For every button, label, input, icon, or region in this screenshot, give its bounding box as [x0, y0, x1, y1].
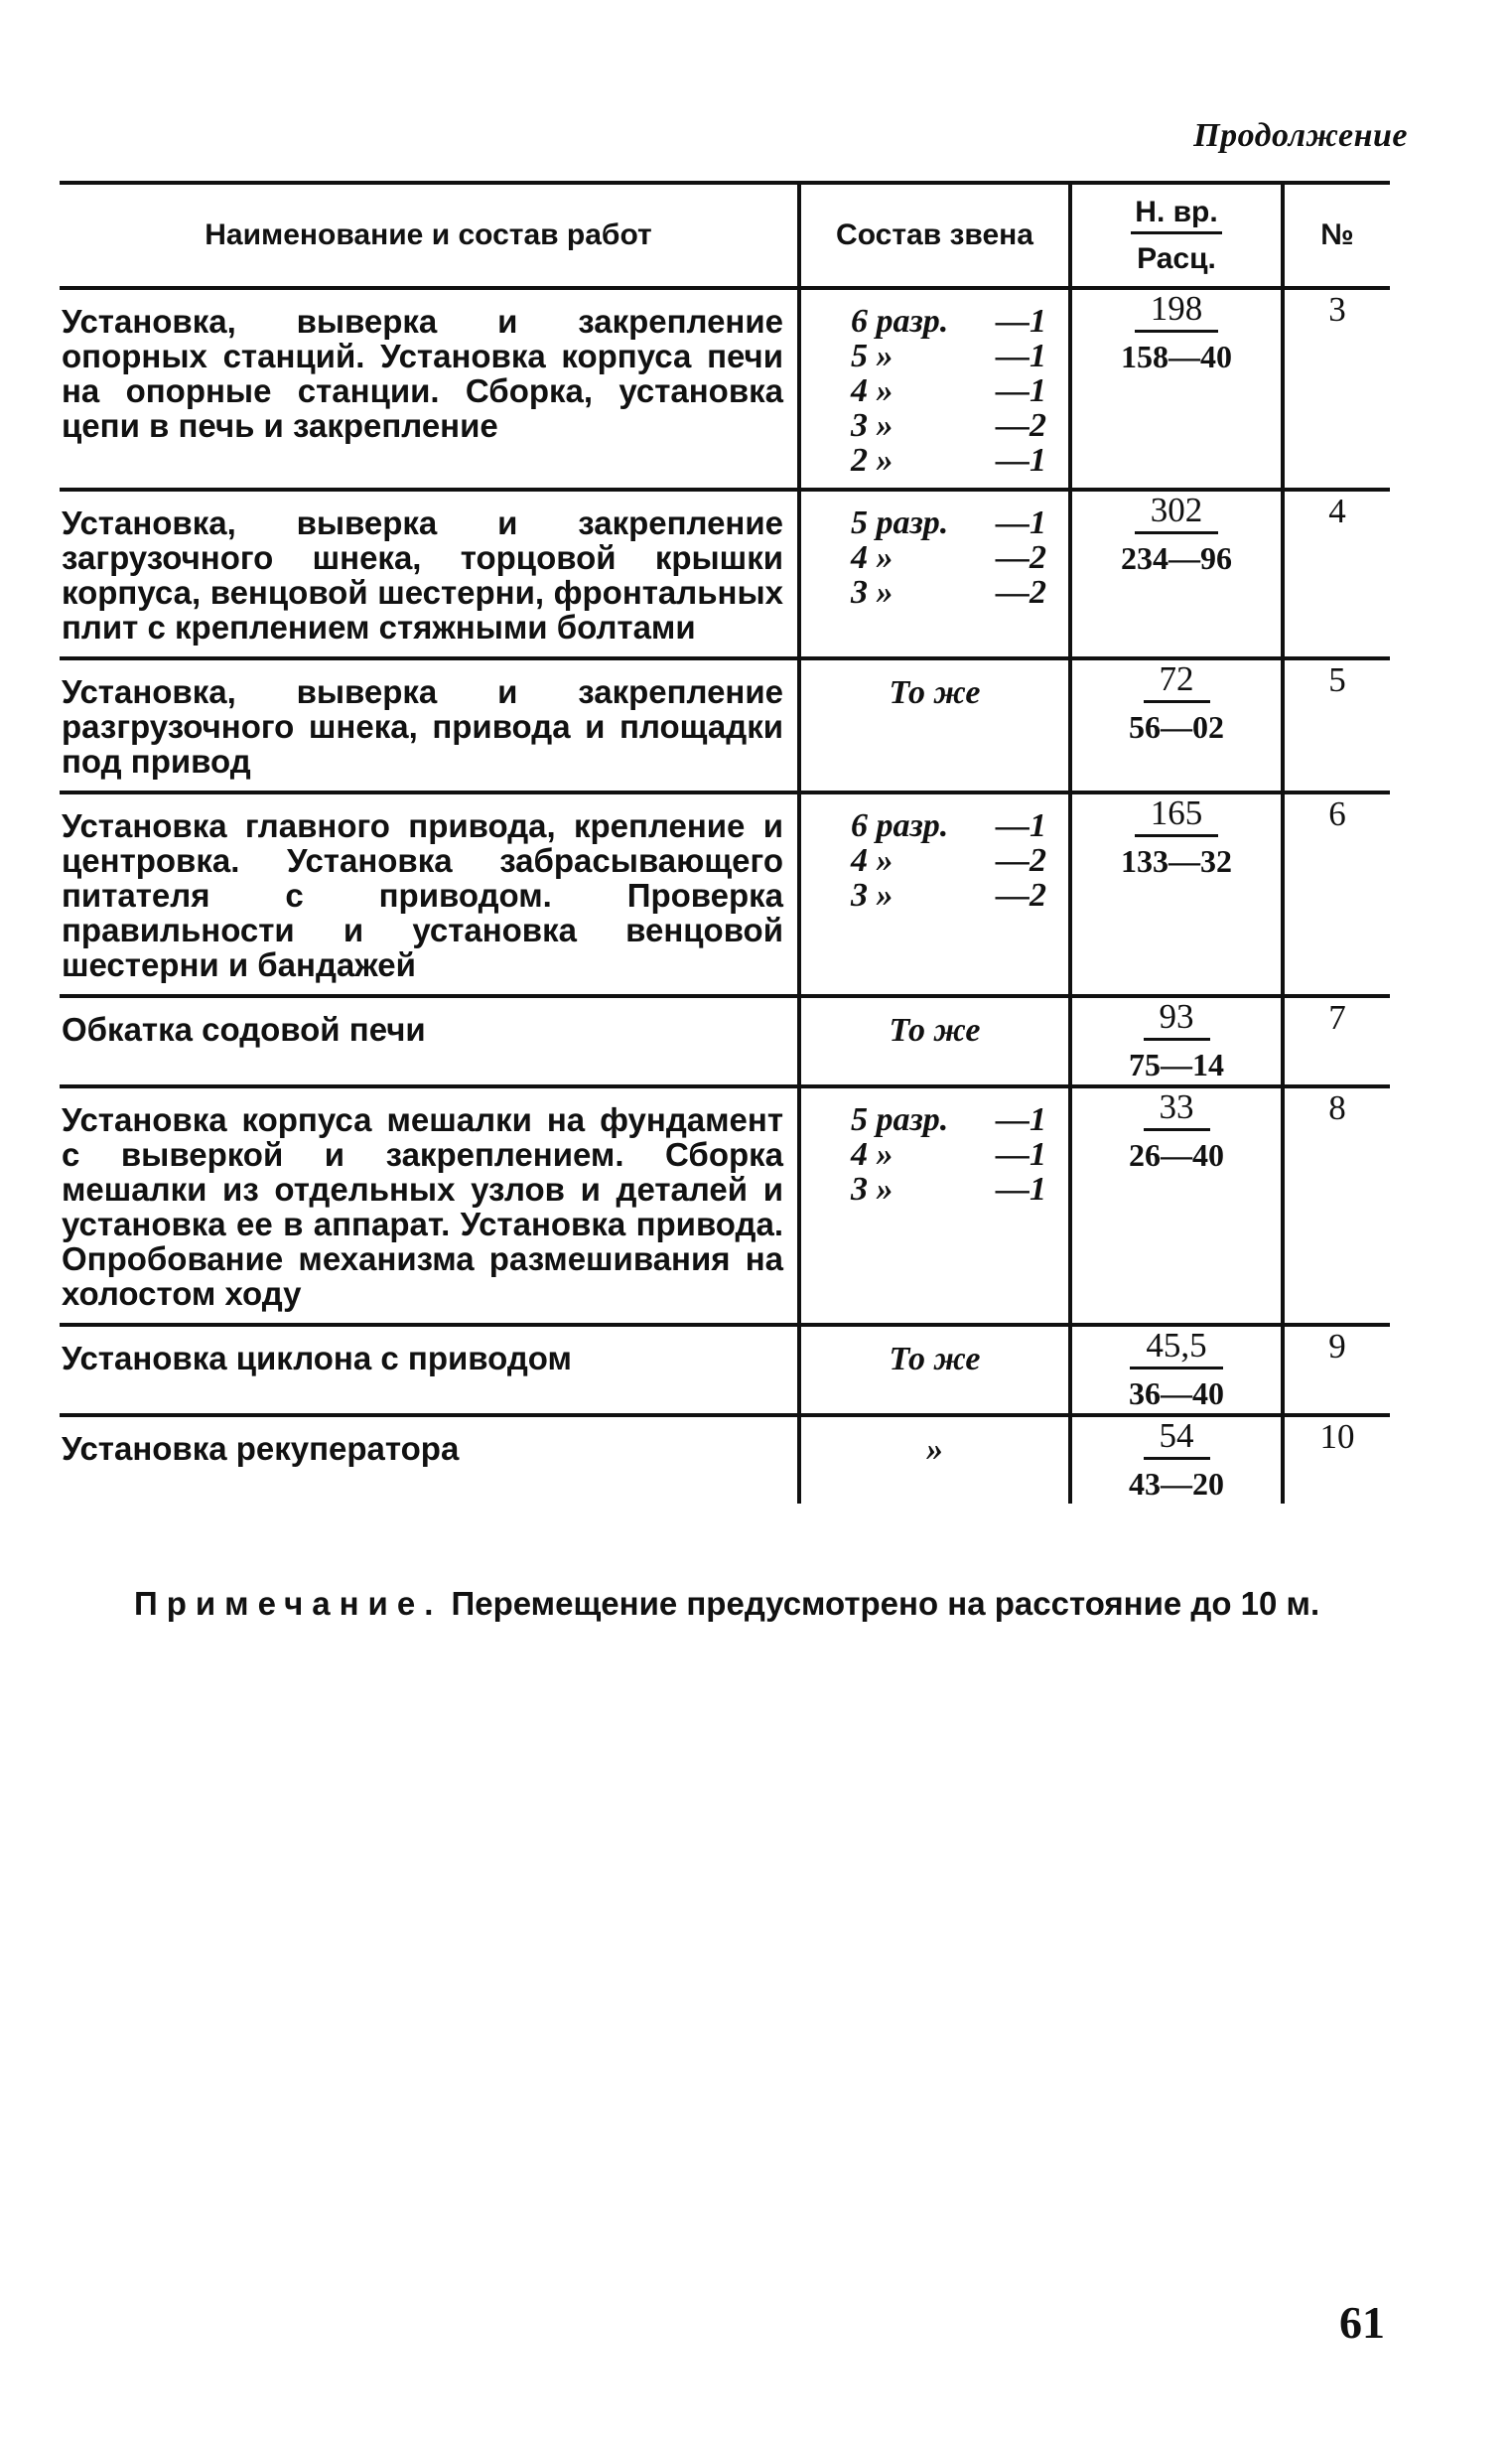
- norm-cell: [1070, 996, 1283, 1086]
- crew-item: [801, 843, 1068, 878]
- crew-grade: 4 »: [851, 372, 893, 409]
- crew-grade: 3 »: [851, 1171, 893, 1208]
- crew-count: —1: [996, 442, 1046, 479]
- crew-grade: 3 »: [851, 407, 893, 444]
- norm-cell: [1070, 1325, 1283, 1415]
- table-row: [60, 658, 1390, 792]
- work-name-cell: [60, 490, 799, 658]
- work-name: Обкатка содовой печи: [62, 1011, 426, 1048]
- row-number: 4: [1283, 490, 1390, 658]
- crew-same-text: »: [926, 1431, 943, 1468]
- header-number: №: [1283, 183, 1390, 288]
- crew-cell: [799, 1086, 1070, 1325]
- crew-count: —1: [996, 504, 1046, 541]
- crew-count: —1: [996, 1101, 1046, 1138]
- crew-grade: 5 разр.: [851, 1101, 949, 1138]
- norm-rate: 234—96: [1121, 540, 1232, 576]
- header-norm: [1070, 183, 1283, 288]
- work-name-cell: [60, 658, 799, 792]
- crew-same-text: То же: [889, 1012, 981, 1049]
- norm-rate: 75—14: [1129, 1047, 1224, 1082]
- row-number: 8: [1283, 1086, 1390, 1325]
- crew-grade: 5 разр.: [851, 504, 949, 541]
- norm-rate: 56—02: [1129, 709, 1224, 745]
- crew-count: —2: [996, 574, 1046, 611]
- page-number: 61: [1339, 2297, 1385, 2348]
- norm-cell: [1070, 288, 1283, 490]
- crew-grade: 6 разр.: [851, 807, 949, 844]
- crew-item: [801, 505, 1068, 540]
- work-name: Установка главного привода, крепление и центровка. Установка забрасывающего питателя с приводом. Проверка правильности и установка венцовой шестерни и бандажей: [62, 807, 783, 983]
- norm-cell: [1070, 1086, 1283, 1325]
- crew-count: —1: [996, 338, 1046, 374]
- table-row: [60, 1325, 1390, 1415]
- crew-cell: [799, 996, 1070, 1086]
- work-name-cell: [60, 1086, 799, 1325]
- row-number: 5: [1283, 658, 1390, 792]
- crew-grade: 4 »: [851, 842, 893, 879]
- crew-cell: [799, 792, 1070, 996]
- work-name-cell: [60, 1325, 799, 1415]
- crew-count: —1: [996, 1171, 1046, 1208]
- norm-rate: 43—20: [1129, 1466, 1224, 1502]
- row-number: 7: [1283, 996, 1390, 1086]
- work-name: Установка, выверка и закрепление разгрузочного шнека, привода и площадки под привод: [62, 673, 783, 780]
- crew-count: —1: [996, 303, 1046, 340]
- norm-time: 302: [1135, 492, 1219, 534]
- table-row: [60, 792, 1390, 996]
- continuation-label: Продолжение: [1193, 117, 1408, 154]
- crew-same-text: То же: [889, 1341, 981, 1377]
- header-work-name: Наименование и состав работ: [205, 218, 652, 251]
- table-row: [60, 1415, 1390, 1504]
- table-row: [60, 1086, 1390, 1325]
- footnote-text: Перемещение предусмотрено на расстояние до 10 м.: [442, 1585, 1320, 1622]
- crew-grade: 3 »: [851, 877, 893, 914]
- norm-cell: [1070, 490, 1283, 658]
- crew-count: —2: [996, 842, 1046, 879]
- norm-time: 33: [1144, 1088, 1210, 1131]
- table-row: [60, 996, 1390, 1086]
- crew-list: [801, 1088, 1068, 1217]
- crew-item: [801, 540, 1068, 575]
- table-row: [60, 490, 1390, 658]
- work-name: Установка, выверка и закрепление опорных станций. Установка корпуса печи на опорные станции. Сборка, установка цепи в печь и закрепление: [62, 303, 783, 444]
- crew-list: [801, 794, 1068, 923]
- norm-rate: 133—32: [1121, 843, 1232, 879]
- norm-time: 72: [1144, 660, 1210, 703]
- crew-grade: 6 разр.: [851, 303, 949, 340]
- crew-cell: [799, 658, 1070, 792]
- header-row: [60, 183, 1390, 288]
- crew-count: —1: [996, 1136, 1046, 1173]
- table-header: [60, 183, 1390, 288]
- crew-same-text: То же: [889, 674, 981, 711]
- crew-item: [801, 575, 1068, 610]
- footnote-label: Примечание.: [134, 1585, 443, 1622]
- norm-cell: [1070, 792, 1283, 996]
- norm-time: 198: [1135, 290, 1219, 333]
- work-name: Установка, выверка и закрепление загрузочного шнека, торцовой крышки корпуса, венцовой шестерни, фронтальных плит с креплением стяжными болтами: [62, 504, 783, 646]
- norm-rate: 36—40: [1129, 1375, 1224, 1411]
- norm-time: 165: [1135, 794, 1219, 837]
- norm-time: 54: [1144, 1417, 1210, 1460]
- crew-item: [801, 339, 1068, 373]
- table-body: [60, 288, 1390, 1504]
- work-name-cell: [60, 1415, 799, 1504]
- norm-rate: 158—40: [1121, 339, 1232, 374]
- crew-grade: 3 »: [851, 574, 893, 611]
- row-number: 6: [1283, 792, 1390, 996]
- work-name: Установка корпуса мешалки на фундамент с выверкой и закреплением. Сборка мешалки из отдельных узлов и деталей и установка ее в аппарат. Установка привода. Опробование механизма размешивания на холостом ходу: [62, 1101, 783, 1312]
- crew-item: [801, 808, 1068, 843]
- crew-cell: [799, 1325, 1070, 1415]
- crew-item: [801, 1137, 1068, 1172]
- norm-cell: [1070, 658, 1283, 792]
- crew-cell: [799, 288, 1070, 490]
- work-name: Установка рекуператора: [62, 1430, 460, 1467]
- work-name-cell: [60, 996, 799, 1086]
- header-norm-time: Н. вр.: [1131, 196, 1221, 234]
- crew-count: —2: [996, 539, 1046, 576]
- crew-grade: 4 »: [851, 539, 893, 576]
- crew-item: [801, 408, 1068, 443]
- crew-count: —1: [996, 372, 1046, 409]
- work-norms-table: [60, 181, 1390, 1504]
- crew-grade: 2 »: [851, 442, 893, 479]
- norm-time: 93: [1144, 998, 1210, 1041]
- crew-count: —2: [996, 407, 1046, 444]
- crew-grade: 4 »: [851, 1136, 893, 1173]
- crew-item: [801, 1172, 1068, 1207]
- crew-item: [801, 373, 1068, 408]
- row-number: 3: [1283, 288, 1390, 490]
- work-name-cell: [60, 792, 799, 996]
- table-row: [60, 288, 1390, 490]
- crew-count: —1: [996, 807, 1046, 844]
- norm-cell: [1070, 1415, 1283, 1504]
- norm-time: 45,5: [1130, 1327, 1222, 1369]
- crew-item: [801, 878, 1068, 913]
- crew-grade: 5 »: [851, 338, 893, 374]
- crew-list: [801, 492, 1068, 620]
- norm-rate: 26—40: [1129, 1137, 1224, 1173]
- crew-cell: [799, 1415, 1070, 1504]
- crew-cell: [799, 490, 1070, 658]
- row-number: 10: [1283, 1415, 1390, 1504]
- crew-item: [801, 1102, 1068, 1137]
- footnote: [134, 1585, 1319, 1623]
- work-name: Установка циклона с приводом: [62, 1340, 572, 1376]
- row-number: 9: [1283, 1325, 1390, 1415]
- crew-count: —2: [996, 877, 1046, 914]
- crew-list: [801, 290, 1068, 488]
- header-crew: Состав звена: [799, 183, 1070, 288]
- work-name-cell: [60, 288, 799, 490]
- header-norm-rate: Расц.: [1137, 241, 1216, 275]
- crew-item: [801, 443, 1068, 478]
- crew-item: [801, 304, 1068, 339]
